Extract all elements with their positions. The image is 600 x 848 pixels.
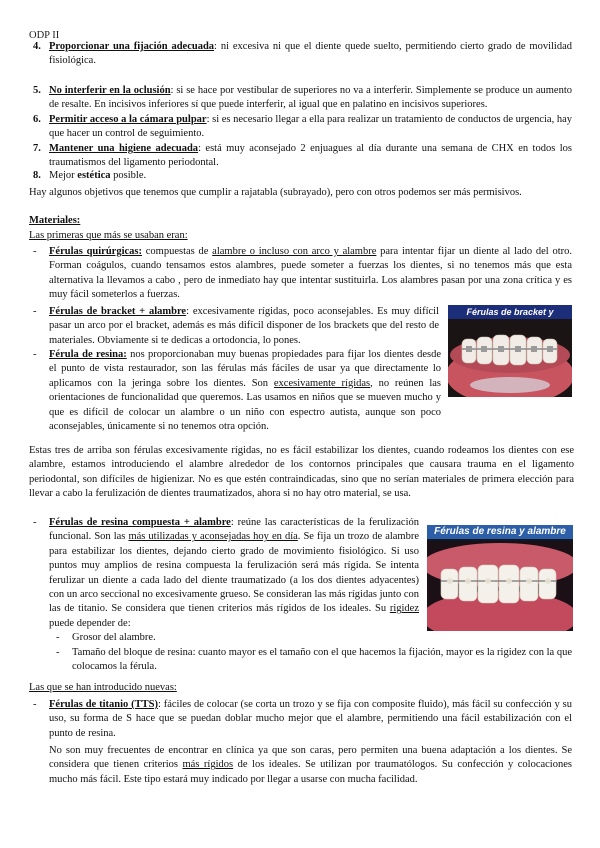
bullet-dash: -: [33, 517, 37, 528]
item-lead: Férulas de bracket + alambre: [49, 306, 187, 317]
item-text: : está muy aconsejado 2 enjuagues al día durante una semana de CHX en todos los traumatismos del ligamento periodontal.: [49, 143, 572, 169]
item-text: para intentar fijar un diente al lado del otro. Forman coágulos, cuando tensamos estos alambres, puede someter a fuerzas los dientes, si no tenemos más que esta alternativa la llevamos a cabo , pero de inmediato hay que intentar sustituirla. Los alambres pasan por una zona crítica y es muy fácil someterlos a fuerzas.: [49, 246, 572, 301]
resina-photo: [427, 525, 573, 631]
titanio-item: [49, 698, 572, 741]
list-item-4: [49, 40, 572, 69]
compuesta-item: [49, 516, 419, 631]
item-number: 7.: [33, 143, 41, 154]
item-text: de los ideales. Se utilizan por traumatólogos. Su confección y colocaciones mucho más fácil. Este tipo estará muy indicado por llegar a usarse con mucha facilidad.: [49, 759, 572, 785]
item-lead: Permitir acceso a la cámara pulpar: [49, 114, 207, 125]
item-lead: Férulas de resina compuesta + alambre: [49, 517, 231, 528]
item-number: 5.: [33, 85, 41, 96]
nuevas-heading: Las que se han introducido nuevas:: [29, 682, 177, 693]
item-lead: estética: [77, 170, 111, 181]
bullet-dash: -: [33, 246, 37, 257]
item-text: posible.: [110, 170, 147, 181]
item-lead: Férulas de titanio (TTS): [49, 699, 158, 710]
sub-bullet-dash: -: [56, 632, 60, 643]
item-lead: Férulas quirúrgicas:: [49, 246, 142, 257]
quirurgicas-item: [49, 245, 572, 303]
header-label: ODP II: [29, 30, 60, 41]
item-text: No son muy frecuentes de encontrar en clínica ya que son caras, pero permiten una buena adaptación a los dientes. Se considera que tienen criterios: [49, 745, 572, 771]
item-lead: Mantener una higiene adecuada: [49, 143, 199, 154]
bracket-photo: [448, 305, 572, 397]
item-number: 8.: [33, 170, 41, 181]
resina-item: [49, 348, 441, 434]
item-pre: Mejor: [49, 170, 78, 181]
sub-list-item: Tamaño del bloque de resina: cuanto mayor es el tamaño con el que hacemos la fijación, mayor es la rigidez con la que colocamos la férula.: [72, 647, 572, 673]
item-text: : ni excesiva ni que el diente quede suelto, permitiendo cierto grado de movilidad fisiológica.: [49, 41, 572, 67]
list-item-8: [49, 169, 572, 183]
item-text: nos proporcionaban muy buenas propiedades para fijar los dientes desde el punto de vista restaurador, son las férulas más fáciles de usar ya que directamente lo aplicamos con la jeringa sobre los dientes. Son: [49, 349, 441, 389]
item-underlined: rigidez: [389, 603, 419, 615]
materiales-heading: Materiales:: [29, 215, 81, 226]
item-text: : fáciles de colocar (se corta un trozo y se fija con composite fluido), más fácil su confección y su uso, su forma de S hace que se puedan doblar mucho mejor que el alambre, permitiendo una fácil estabilización con el punto de resina.: [49, 699, 572, 739]
item-lead: Férula de resina:: [49, 349, 127, 360]
bullet-dash: -: [33, 306, 37, 317]
item-text: , no reúnen las orientaciones de funcionalidad que queremos. Las usamos en niños que se mueven mucho y que es difícil de colocar un alambre o un niño con espectro autista, aunque son poco aconsejables, únicamente si no tenemos otra opción.: [49, 377, 441, 433]
item-number: 4.: [33, 41, 41, 52]
item-underlined: más rígidos: [182, 759, 234, 771]
item-text: : excesivamente rígidas, poco aconsejables. Es muy difícil pasar un arco por el bracket, además es más difícil disponer de los brackets que del resto de materiales. Obviamente si te dedicas a ortodoncia, lo pones.: [49, 306, 439, 346]
item-underlined: excesivamente rígidas: [273, 377, 371, 389]
bracket-item: [49, 305, 439, 348]
list-item-6: [49, 113, 572, 142]
teeth-illustration: [448, 305, 572, 397]
objectives-paragraph: Hay algunos objetivos que tenemos que cumplir a rajatabla (subrayado), pero con otros podemos ser más permisivos.: [29, 187, 522, 198]
photo-caption: Férulas de resina y alambre: [427, 525, 573, 539]
photo-caption: Férulas de bracket y: [448, 305, 572, 333]
sub-list-item: Grosor del alambre.: [72, 632, 156, 643]
bullet-dash: -: [33, 349, 37, 360]
bullet-dash: -: [33, 699, 37, 710]
item-number: 6.: [33, 114, 41, 125]
item-text: : reúne las características de la ferulización funcional. Son las: [49, 517, 419, 543]
titanio-paragraph: [49, 744, 572, 787]
item-lead: Proporcionar una fijación adecuada: [49, 41, 215, 52]
item-underlined: alambre o incluso con arco y alambre: [212, 246, 377, 257]
primeras-heading: Las primeras que más se usaban eran:: [29, 230, 188, 241]
item-text: . Se fija un trozo de alambre para estabilizar los dientes, dejando cierto grado de movimiento fisiológico. Si uso puntos muy amplios de resina compuesta la ferulización será más rígida. Se intenta ferulizar un diente a cada lado del diente traumatizado (a los dos dientes adyacentes) con un arco seccional no excesivamente grueso. Se consideran las más rígidas junto con las de titanio. Se considera que tienen criterios más rígidos de los ideales. Su: [49, 531, 420, 615]
list-item-5: [49, 84, 572, 113]
item-lead: No interferir en la oclusión: [49, 85, 171, 96]
item-text: : si se hace por vestibular de superiores no va a interferir. Simplemente se produce un aumento de resalte. En incisivos inferiores sí que puede interferir, al igual que en palatino en incisivos superiores.: [49, 85, 572, 111]
sub-bullet-dash: -: [56, 647, 60, 658]
summary-paragraph: Estas tres de arriba son férulas excesivamente rígidas, no es fácil estabilizar los dientes, cuando rodeamos los dientes con ese alambre, estamos introduciendo el alambre alrededor de los contornos principales que causara trauma en el ligamento periodontal, son difíciles de higienizar. No es que estén contraindicadas, sino que no serían materiales de primera elección para llevar a cabo la ferulización de dientes traumatizados, ahora si no hay otro material, se usa.: [29, 445, 574, 500]
list-item-7: [49, 142, 572, 171]
item-underlined: más utilizadas y aconsejadas hoy en día: [128, 531, 298, 543]
item-text: puede depender de:: [49, 617, 131, 629]
item-text: : si es necesario llegar a ella para realizar un tratamiento de conductos de urgencia, hay que hacer un control de seguimiento.: [49, 114, 573, 140]
item-text: compuestas de: [142, 246, 213, 257]
teeth-illustration: [427, 525, 573, 631]
